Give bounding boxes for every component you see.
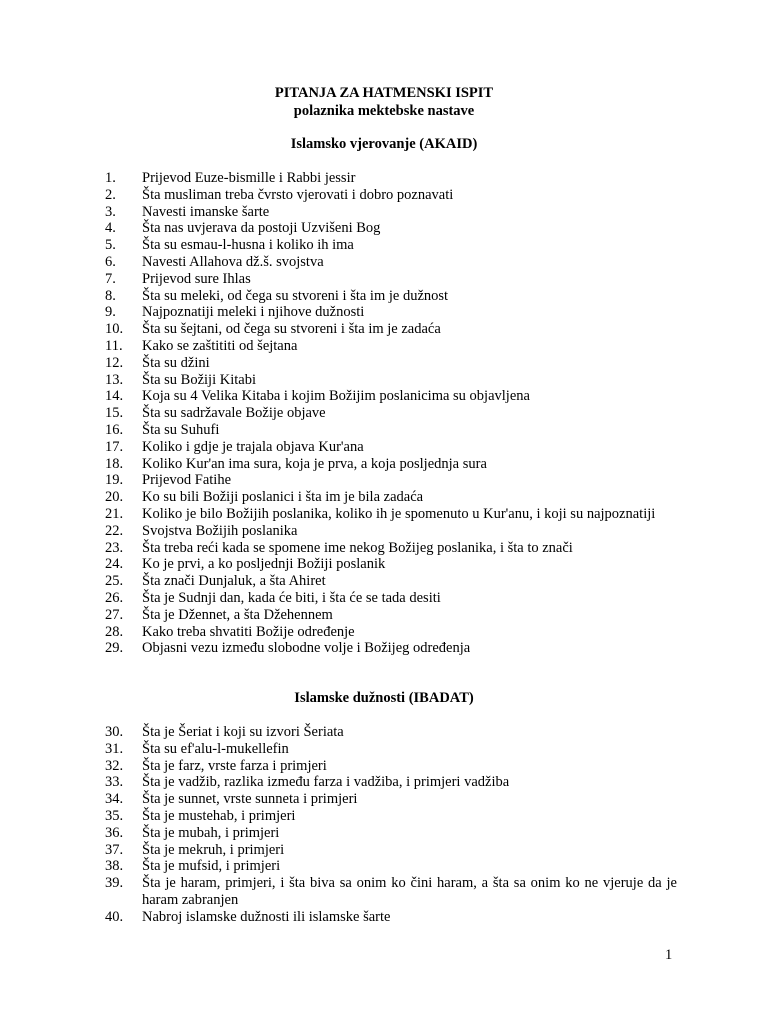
- question-item: [105, 388, 677, 405]
- question-number: 31.: [105, 740, 124, 757]
- question-item: [105, 355, 677, 372]
- question-text: Navesti Allahova dž.š. svojstva: [142, 253, 324, 270]
- question-text: Šta su šejtani, od čega su stvoreni i šta im je zadaća: [142, 321, 441, 338]
- question-number: 5.: [105, 237, 116, 254]
- question-text: Kako se zaštititi od šejtana: [142, 337, 298, 354]
- question-number: 22.: [105, 522, 124, 539]
- question-text: Šta je mekruh, i primjeri: [142, 841, 285, 858]
- question-number: 20.: [105, 489, 124, 506]
- question-number: 24.: [105, 556, 124, 573]
- question-number: 13.: [105, 371, 124, 388]
- question-text: Najpoznatiji meleki i njihove dužnosti: [142, 304, 365, 321]
- question-text: Šta znači Dunjaluk, a šta Ahiret: [142, 573, 326, 590]
- question-item: [105, 909, 677, 926]
- question-item: [105, 372, 677, 389]
- question-number: 27.: [105, 606, 124, 623]
- question-number: 35.: [105, 807, 124, 824]
- question-item: [105, 321, 677, 338]
- question-text: Šta je mufsid, i primjeri: [142, 858, 281, 875]
- question-text: Ko je prvi, a ko posljednji Božiji poslanik: [142, 556, 386, 573]
- question-item: [105, 758, 677, 775]
- question-text: Šta je Šeriat i koji su izvori Šeriata: [142, 724, 344, 740]
- question-text: Prijevod Fatihe: [142, 472, 232, 489]
- question-number: 39.: [105, 875, 124, 892]
- question-item: [105, 304, 677, 321]
- question-item: [105, 808, 677, 825]
- question-number: 6.: [105, 253, 116, 270]
- question-list-ibadat: [105, 724, 677, 926]
- question-item: [105, 271, 677, 288]
- question-item: [105, 170, 677, 187]
- question-number: 1.: [105, 170, 116, 186]
- question-item: [105, 254, 677, 271]
- question-text: Šta su ef'alu-l-mukellefin: [142, 740, 289, 757]
- question-text: Šta su džini: [142, 354, 210, 371]
- question-item: [105, 590, 677, 607]
- question-number: 37.: [105, 841, 124, 858]
- document-title: PITANJA ZA HATMENSKI ISPIT: [274, 85, 494, 101]
- question-text: Nabroj islamske dužnosti ili islamske šarte: [142, 908, 391, 925]
- question-text: Šta su Suhufi: [142, 421, 220, 438]
- question-item: [105, 540, 677, 557]
- question-text: Šta nas uvjerava da postoji Uzvišeni Bog: [142, 220, 381, 237]
- question-text: Šta treba reći kada se spomene ime nekog Božijeg poslanika, i šta to znači: [142, 539, 573, 556]
- question-text: Šta je mustehab, i primjeri: [142, 807, 296, 824]
- question-item: [105, 640, 677, 657]
- question-number: 34.: [105, 791, 124, 808]
- question-item: [105, 489, 677, 506]
- question-item: [105, 422, 677, 439]
- question-number: 8.: [105, 287, 116, 304]
- section-heading-akaid: Islamsko vjerovanje (AKAID): [290, 136, 478, 152]
- question-text: Ko su bili Božiji poslanici i šta im je bila zadaća: [142, 489, 424, 506]
- question-text: Šta je sunnet, vrste sunneta i primjeri: [142, 791, 358, 808]
- question-item: [105, 288, 677, 305]
- question-item: [105, 573, 677, 590]
- question-number: 29.: [105, 640, 124, 657]
- question-text: Navesti imanske šarte: [142, 203, 270, 220]
- question-item: [105, 741, 677, 758]
- question-number: 33.: [105, 774, 124, 791]
- question-text: Koliko i gdje je trajala objava Kur'ana: [142, 438, 364, 455]
- question-item: [105, 456, 677, 473]
- question-number: 18.: [105, 455, 124, 472]
- question-number: 38.: [105, 858, 124, 875]
- question-number: 10.: [105, 321, 124, 338]
- question-text: Prijevod Euze-bismille i Rabbi jessir: [142, 170, 356, 186]
- question-item: [105, 825, 677, 842]
- question-item: [105, 338, 677, 355]
- question-text: Šta je farz, vrste farza i primjeri: [142, 757, 327, 774]
- question-number: 19.: [105, 472, 124, 489]
- question-item: [105, 624, 677, 641]
- question-number: 23.: [105, 539, 124, 556]
- question-number: 16.: [105, 421, 124, 438]
- question-text: Kako treba shvatiti Božije određenje: [142, 623, 355, 640]
- section-heading-ibadat: Islamske dužnosti (IBADAT): [294, 690, 474, 706]
- question-text: Šta je Džennet, a šta Džehennem: [142, 606, 333, 623]
- question-number: 25.: [105, 573, 124, 590]
- page-number: 1: [665, 947, 673, 963]
- question-item: [105, 858, 677, 875]
- question-item: [105, 774, 677, 791]
- question-item: [105, 439, 677, 456]
- question-number: 2.: [105, 186, 116, 203]
- question-item: [105, 791, 677, 808]
- question-item: [105, 607, 677, 624]
- question-text: Šta je haram, primjeri, i šta biva sa onim ko čini haram, a šta sa onim ko ne vjeruje da je haram zabranjen: [142, 875, 677, 908]
- question-item: [105, 842, 677, 859]
- question-number: 14.: [105, 388, 124, 405]
- question-number: 30.: [105, 724, 124, 740]
- question-text: Šta su sadržavale Božije objave: [142, 405, 326, 422]
- question-item: [105, 875, 677, 909]
- question-item: [105, 220, 677, 237]
- question-text: Koja su 4 Velika Kitaba i kojim Božijim poslanicima su objavljena: [142, 388, 530, 405]
- question-number: 9.: [105, 304, 116, 321]
- question-item: [105, 506, 677, 523]
- question-number: 11.: [105, 337, 123, 354]
- question-item: [105, 556, 677, 573]
- question-text: Šta je Sudnji dan, kada će biti, i šta će se tada desiti: [142, 589, 441, 606]
- question-text: Šta je mubah, i primjeri: [142, 824, 280, 841]
- question-number: 21.: [105, 505, 124, 522]
- question-number: 17.: [105, 438, 124, 455]
- question-item: [105, 237, 677, 254]
- question-item: [105, 724, 677, 741]
- question-text: Prijevod sure Ihlas: [142, 270, 251, 287]
- document-subtitle: polaznika mektebske nastave: [293, 103, 475, 119]
- question-item: [105, 523, 677, 540]
- question-item: [105, 204, 677, 221]
- question-item: [105, 405, 677, 422]
- question-text: Šta musliman treba čvrsto vjerovati i dobro poznavati: [142, 186, 454, 203]
- question-number: 4.: [105, 220, 116, 237]
- question-text: Šta je vadžib, razlika između farza i vadžiba, i primjeri vadžiba: [142, 774, 510, 791]
- question-item: [105, 472, 677, 489]
- question-number: 28.: [105, 623, 124, 640]
- question-text: Koliko Kur'an ima sura, koja je prva, a koja posljednja sura: [142, 455, 487, 472]
- question-text: Šta su Božiji Kitabi: [142, 371, 256, 388]
- question-number: 32.: [105, 757, 124, 774]
- question-number: 15.: [105, 405, 124, 422]
- question-number: 7.: [105, 270, 116, 287]
- question-text: Šta su meleki, od čega su stvoreni i šta im je dužnost: [142, 287, 449, 304]
- question-number: 40.: [105, 908, 124, 925]
- question-number: 12.: [105, 354, 124, 371]
- question-item: [105, 187, 677, 204]
- question-text: Koliko je bilo Božijih poslanika, koliko ih je spomenuto u Kur'anu, i koji su najpoznatiji: [142, 505, 656, 522]
- question-text: Šta su esmau-l-husna i koliko ih ima: [142, 237, 354, 254]
- question-number: 26.: [105, 589, 124, 606]
- question-text: Objasni vezu između slobodne volje i Božijeg određenja: [142, 640, 471, 657]
- question-text: Svojstva Božijih poslanika: [142, 522, 298, 539]
- question-number: 36.: [105, 824, 124, 841]
- question-number: 3.: [105, 203, 116, 220]
- question-list-akaid: [105, 170, 677, 657]
